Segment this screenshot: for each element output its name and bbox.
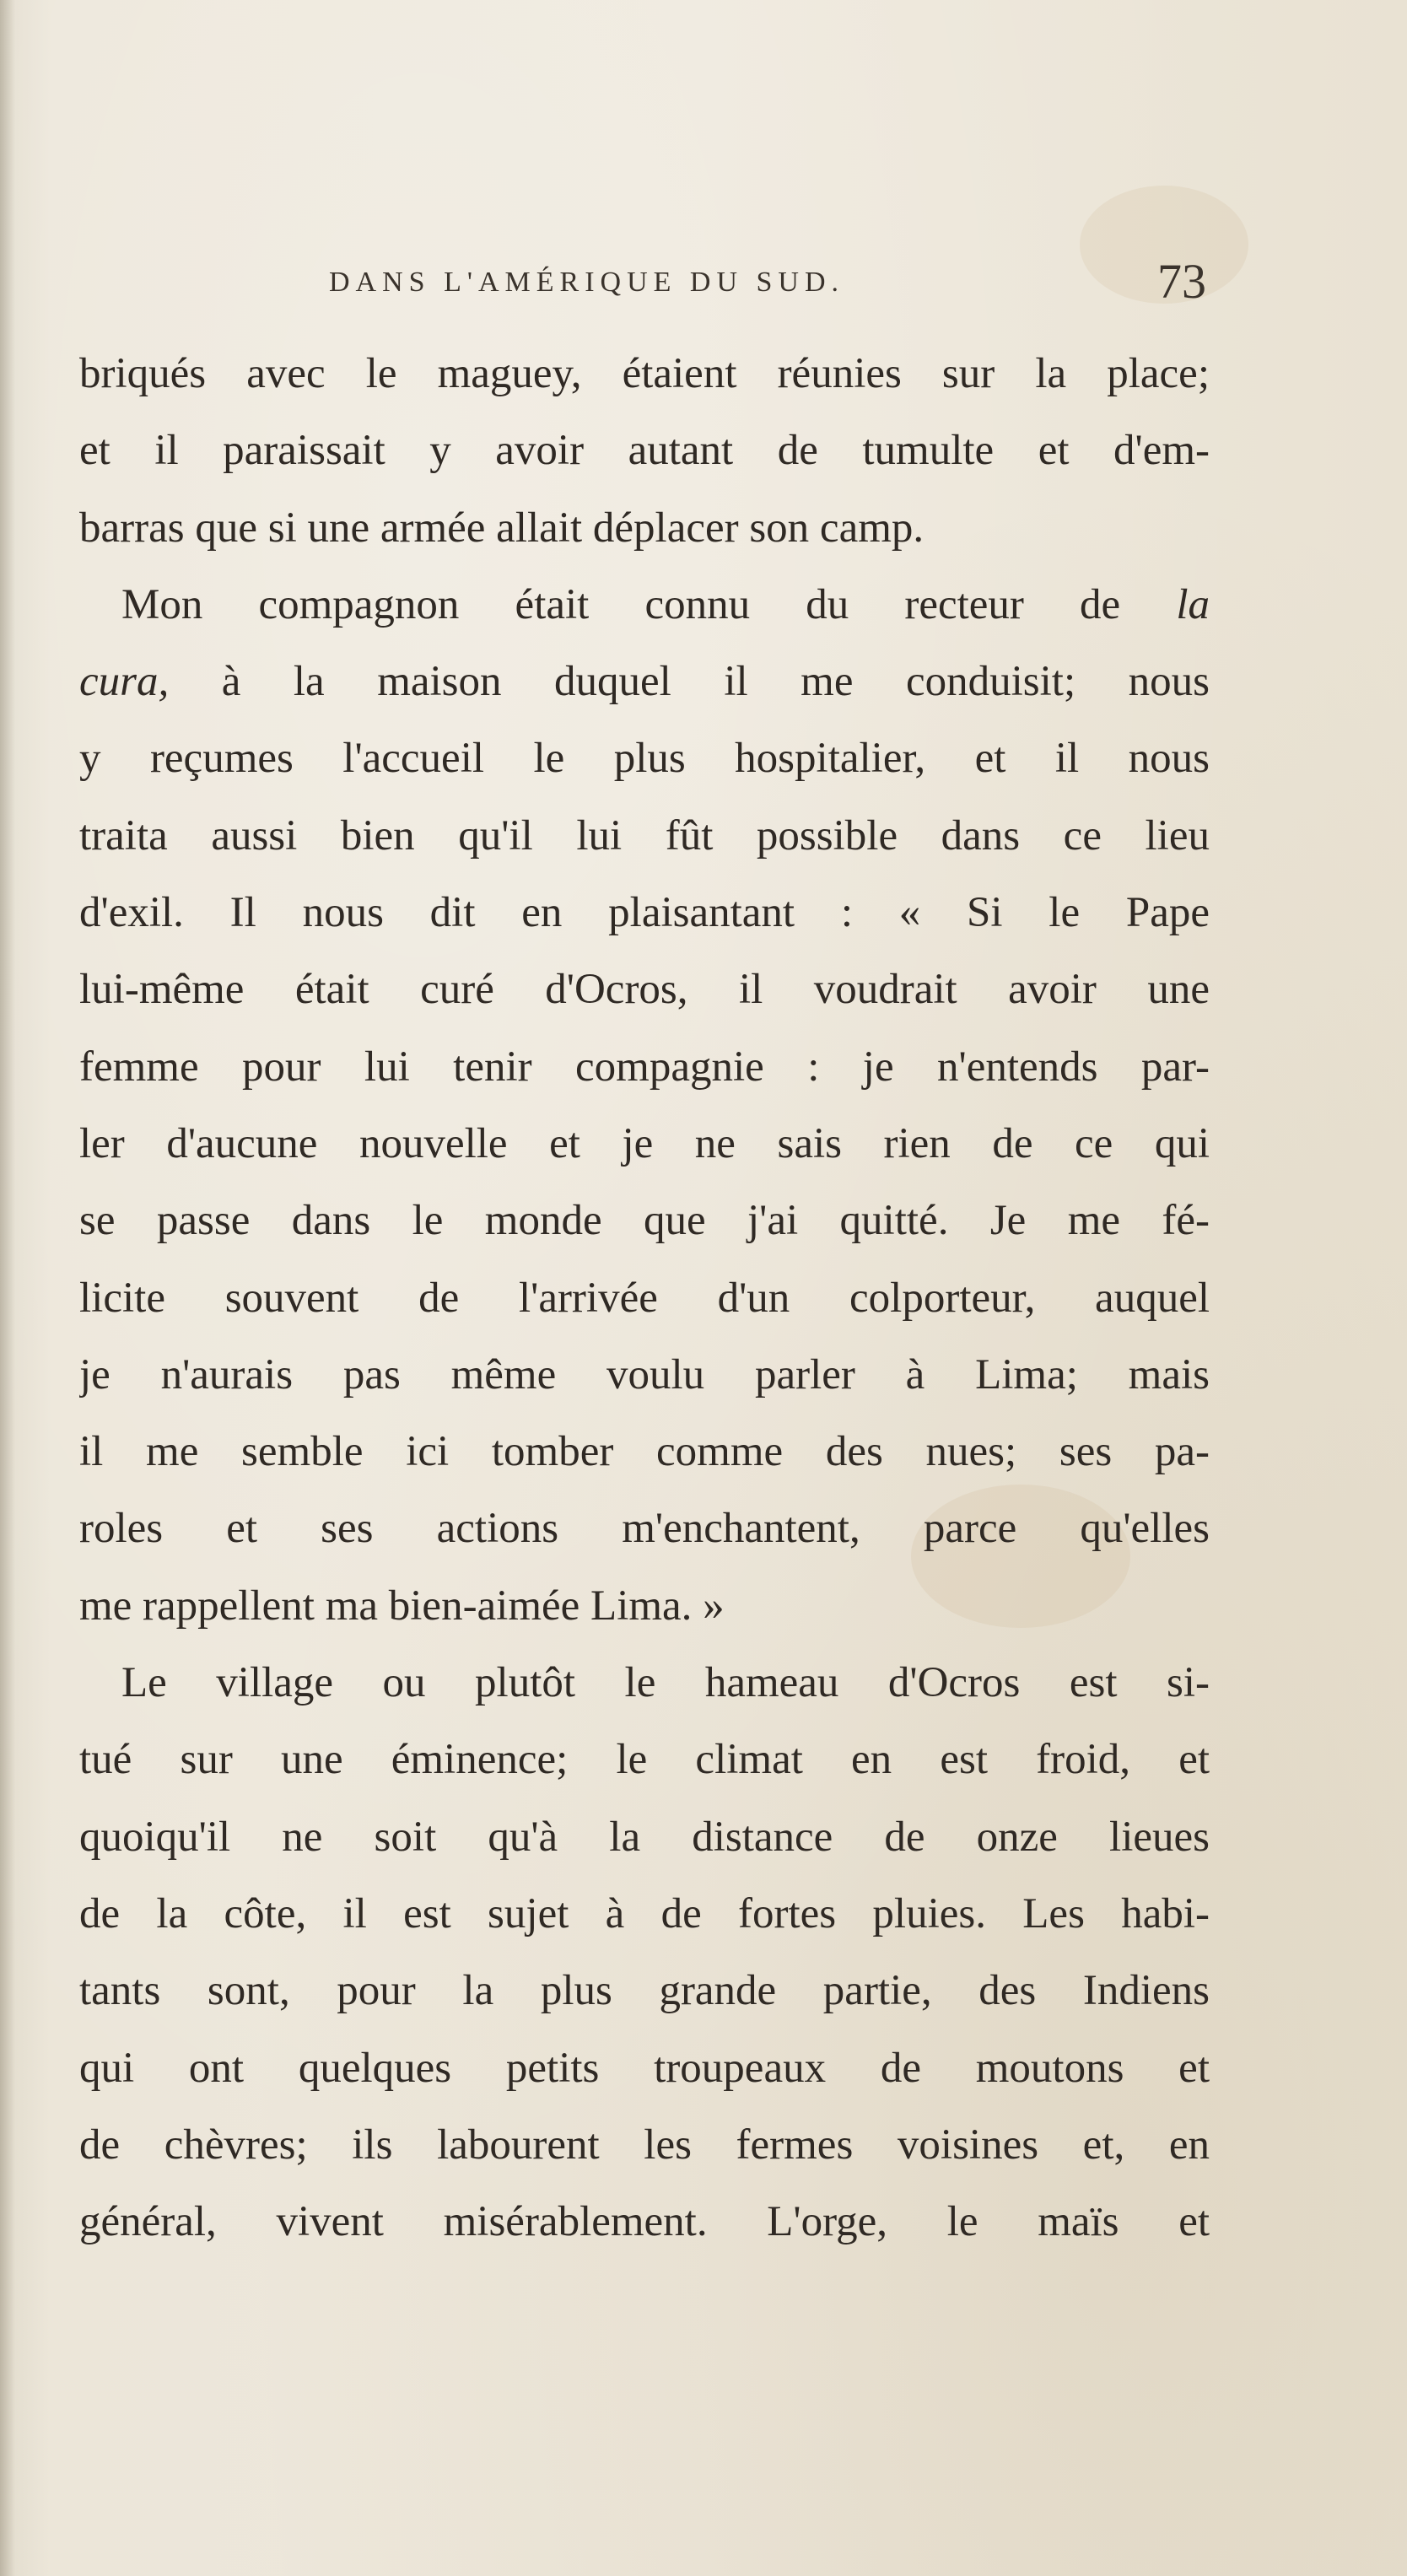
spine-shadow: [0, 0, 15, 2576]
text-line: me rappellent ma bien-aimée Lima. »: [79, 1582, 725, 1630]
running-head: DANS L'AMÉRIQUE DU SUD.: [329, 267, 845, 298]
text-line: traita aussi bien qu'il lui fût possible dans ce lieu: [79, 811, 1210, 860]
text-line: quoiqu'il ne soit qu'à la distance de onze lieues: [79, 1813, 1210, 1861]
text-line: tants sont, pour la plus grande partie, des Indiens: [79, 1967, 1210, 2015]
text-line: barras que si une armée allait déplacer son camp.: [79, 504, 925, 552]
text-line: ler d'aucune nouvelle et je ne sais rien de ce qui: [79, 1119, 1210, 1167]
text-line: se passe dans le monde que j'ai quitté. Je me fé-: [79, 1197, 1210, 1245]
text-line: Le village ou plutôt le hameau d'Ocros est si-: [121, 1659, 1210, 1707]
text-line: y reçumes l'accueil le plus hospitalier, et il nous: [79, 735, 1210, 783]
text-fragment: à la maison duquel il me conduisit; nous: [221, 658, 1210, 706]
text-line: briqués avec le maguey, étaient réunies sur la place;: [79, 350, 1210, 397]
text-fragment: Mon compagnon était connu du recteur de: [121, 580, 1121, 628]
page-number: 73: [1157, 254, 1206, 309]
italic-term: la: [1176, 580, 1210, 628]
text-line: [79, 567, 1210, 644]
text-line: femme pour lui tenir compagnie : je n'entends par-: [79, 1043, 1210, 1091]
italic-term: cura,: [79, 658, 170, 706]
text-line: il me semble ici tomber comme des nues; ses pa-: [79, 1428, 1210, 1476]
text-line: d'exil. Il nous dit en plaisantant : « Si le Pape: [79, 889, 1210, 937]
text-line: général, vivent misérablement. L'orge, le maïs et: [79, 2198, 1210, 2246]
page-header: [329, 253, 1206, 321]
text-line: [79, 644, 1210, 720]
text-line: qui ont quelques petits troupeaux de moutons et: [79, 2044, 1210, 2092]
text-line: tué sur une éminence; le climat en est froid, et: [79, 1736, 1210, 1784]
text-line: de la côte, il est sujet à de fortes pluies. Les habi-: [79, 1889, 1210, 1937]
text-line: je n'aurais pas même voulu parler à Lima; mais: [79, 1350, 1210, 1398]
text-line: lui-même était curé d'Ocros, il voudrait avoir une: [79, 966, 1210, 1014]
text-line: et il paraissait y avoir autant de tumulte et d'em-: [79, 427, 1210, 475]
text-line: de chèvres; ils labourent les fermes voisines et, en: [79, 2121, 1210, 2169]
text-line: licite souvent de l'arrivée d'un colporteur, auquel: [79, 1274, 1210, 1322]
text-line: roles et ses actions m'enchantent, parce qu'elles: [79, 1505, 1210, 1553]
body-text: [79, 336, 1210, 2261]
